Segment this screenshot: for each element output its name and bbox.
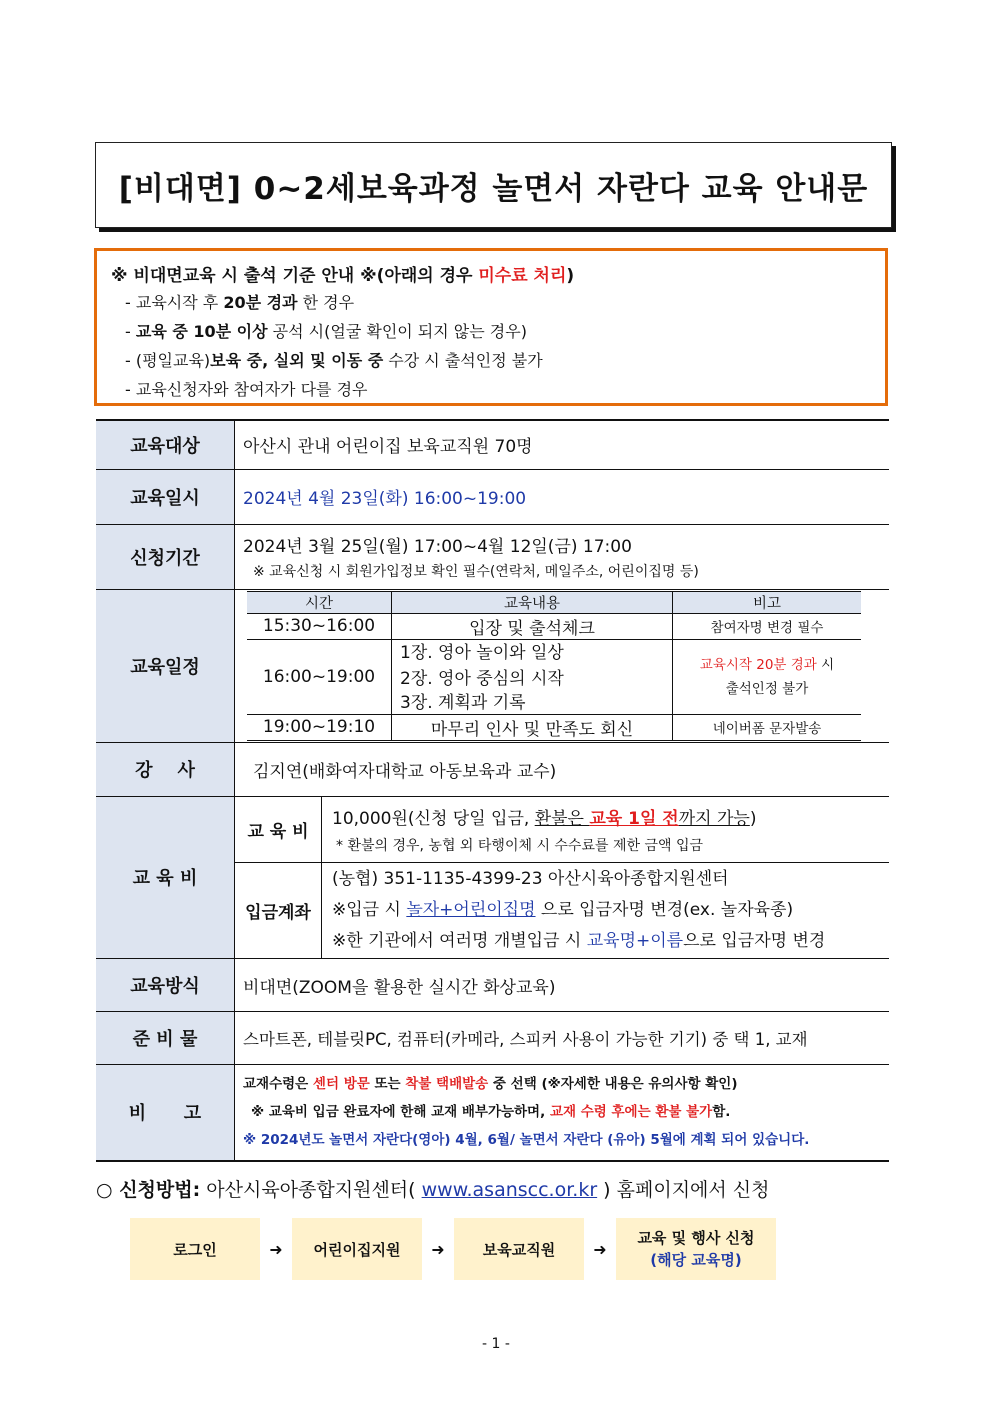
sched-note-line2: 출석인정 불가 [725,680,809,697]
remark-line-3: ※ 2024년도 놀면서 자란다(영아) 4월, 6월/ 놀면서 자란다 (유아) 5월에 계획 되어 있습니다. [243,1132,810,1149]
sched-time: 16:00~19:00 [247,639,392,714]
value-prep: 스마트폰, 테블릿PC, 컴퓨터(카메라, 스피커 사용이 가능한 기기) 중 택 1, 교재 [235,1012,890,1065]
arrow-right-icon: ➜ [269,1239,283,1259]
website-link[interactable]: www.asanscc.or.kr [421,1179,598,1201]
arrow-right-icon: ➜ [593,1239,607,1259]
step-apply-education [616,1218,776,1280]
step-login: 로그인 [130,1218,260,1280]
info-table [96,419,889,1162]
row-period [96,524,889,589]
label-period: 신청기간 [96,524,235,589]
label-schedule: 교육일정 [96,589,235,742]
fee-inner-table [235,797,889,959]
row-method [96,959,889,1012]
period-value: 2024년 3월 25일(월) 17:00~4월 12일(금) 17:00 [243,537,632,557]
notice-item: - 교육시작 후 20분 경과 한 경우 [125,293,355,312]
application-method [96,1175,770,1202]
sched-content: 마무리 인사 및 만족도 회신 [392,714,673,740]
notice-item: - (평일교육)보육 중, 실외 및 이동 중 수강 시 출석인정 불가 [125,351,543,370]
row-schedule [96,589,889,742]
row-date [96,469,889,524]
page-number: - 1 - [482,1336,510,1352]
fee-detail: 10,000원(신청 당일 입금, 환불은 교육 1일 전까지 가능) * 환불의 경우, 농협 외 타행이체 시 수수료를 제한 금액 입금 [322,797,890,863]
sched-time: 19:00~19:10 [247,714,392,740]
account-sublabel: 입금계좌 [235,863,322,959]
fee-sublabel: 교 육 비 [235,797,322,863]
account-note-2: ※한 기관에서 여러명 개별입금 시 교육명+이름으로 입금자명 변경 [332,931,826,951]
sched-note [673,639,862,714]
schedule-table [247,591,861,741]
sched-line: 2장. 영아 중심의 시작 [400,668,564,689]
notice-head-red: 미수료 처리 [478,266,567,286]
sched-line: 3장. 계획과 기록 [400,692,526,713]
sched-note: 참여자명 변경 필수 [673,613,862,639]
step-apply-sub: (해당 교육명) [650,1251,742,1269]
value-schedule [235,589,890,742]
page-title: [비대면] 0~2세보육과정 놀면서 자란다 교육 안내문 [118,170,869,207]
arrow-right-icon: ➜ [431,1239,445,1259]
label-fee: 교 육 비 [96,796,235,959]
period-note: ※ 교육신청 시 회원가입정보 확인 필수(연락처, 메일주소, 어린이집명 등) [253,564,699,580]
account-note-1: ※입금 시 놀자+어린이집명 으로 입금자명 변경(ex. 놀자육종) [332,900,794,920]
sched-content [392,639,673,714]
label-prep: 준 비 물 [96,1012,235,1065]
step-apply-title: 교육 및 행사 신청 [637,1229,755,1247]
value-target: 아산시 관내 어린이집 보육교직원 70명 [235,420,890,469]
account-number: (농협) 351-1135-4399-23 아산시육아종합지원센터 [332,869,729,889]
step-staff: 보육교직원 [454,1218,584,1280]
value-instructor: 김지연(배화여자대학교 아동보육과 교수) [235,742,890,796]
row-fee [96,796,889,959]
sched-line: 1장. 영아 놀이와 일상 [400,642,564,663]
row-remark [96,1065,889,1161]
apply-text: 아산시육아종합지원센터( [200,1179,422,1201]
value-period [235,524,890,589]
sched-note: 네이버폼 문자발송 [673,714,862,740]
fee-note: * 환불의 경우, 농협 외 타행이체 시 수수료를 제한 금액 입금 [336,837,704,854]
sched-row [247,714,861,740]
title-box [95,142,892,228]
value-method: 비대면(ZOOM을 활용한 실시간 화상교육) [235,959,890,1012]
value-fee [235,796,890,959]
sched-row [247,613,861,639]
row-instructor [96,742,889,796]
label-date: 교육일시 [96,469,235,524]
sched-time: 15:30~16:00 [247,613,392,639]
value-remark [235,1065,890,1161]
notice-item: - 교육신청자와 참여자가 다를 경우 [125,380,368,399]
notice-item: - 교육 중 10분 이상 공석 시(얼굴 확인이 되지 않는 경우) [125,322,527,341]
notice-head-text: ※ 비대면교육 시 출석 기준 안내 ※(아래의 경우 [111,266,479,286]
sched-content: 입장 및 출석체크 [392,613,673,639]
sched-header-time: 시간 [247,591,392,613]
remark-line-1: 교재수령은 센터 방문 또는 착불 택배발송 중 선택 (※자세한 내용은 유의사항 확인) [243,1076,738,1093]
sched-note-suffix: 시 [816,656,835,673]
application-steps [130,1218,776,1280]
notice-head-close: ) [566,266,575,286]
label-target: 교육대상 [96,420,235,469]
sched-note-red: 교육시작 20분 경과 [699,656,817,673]
step-daycare-support: 어린이집지원 [292,1218,422,1280]
label-method: 교육방식 [96,959,235,1012]
apply-text-end: ) 홈페이지에서 신청 [597,1179,770,1201]
notice-heading [111,261,871,286]
label-instructor: 강 사 [96,742,235,796]
sched-header-note: 비고 [673,591,862,613]
remark-line-2: ※ 교육비 입금 완료자에 한해 교재 배부가능하며, 교재 수령 후에는 환불 불가함. [251,1104,731,1121]
sched-row [247,639,861,714]
value-date: 2024년 4월 23일(화) 16:00~19:00 [235,469,890,524]
account-detail [322,863,890,959]
apply-label: ○ 신청방법: [96,1179,201,1201]
label-remark: 비 고 [96,1065,235,1161]
row-target [96,420,889,469]
row-prep [96,1012,889,1065]
sched-header-content: 교육내용 [392,591,673,613]
attendance-notice [94,248,888,406]
